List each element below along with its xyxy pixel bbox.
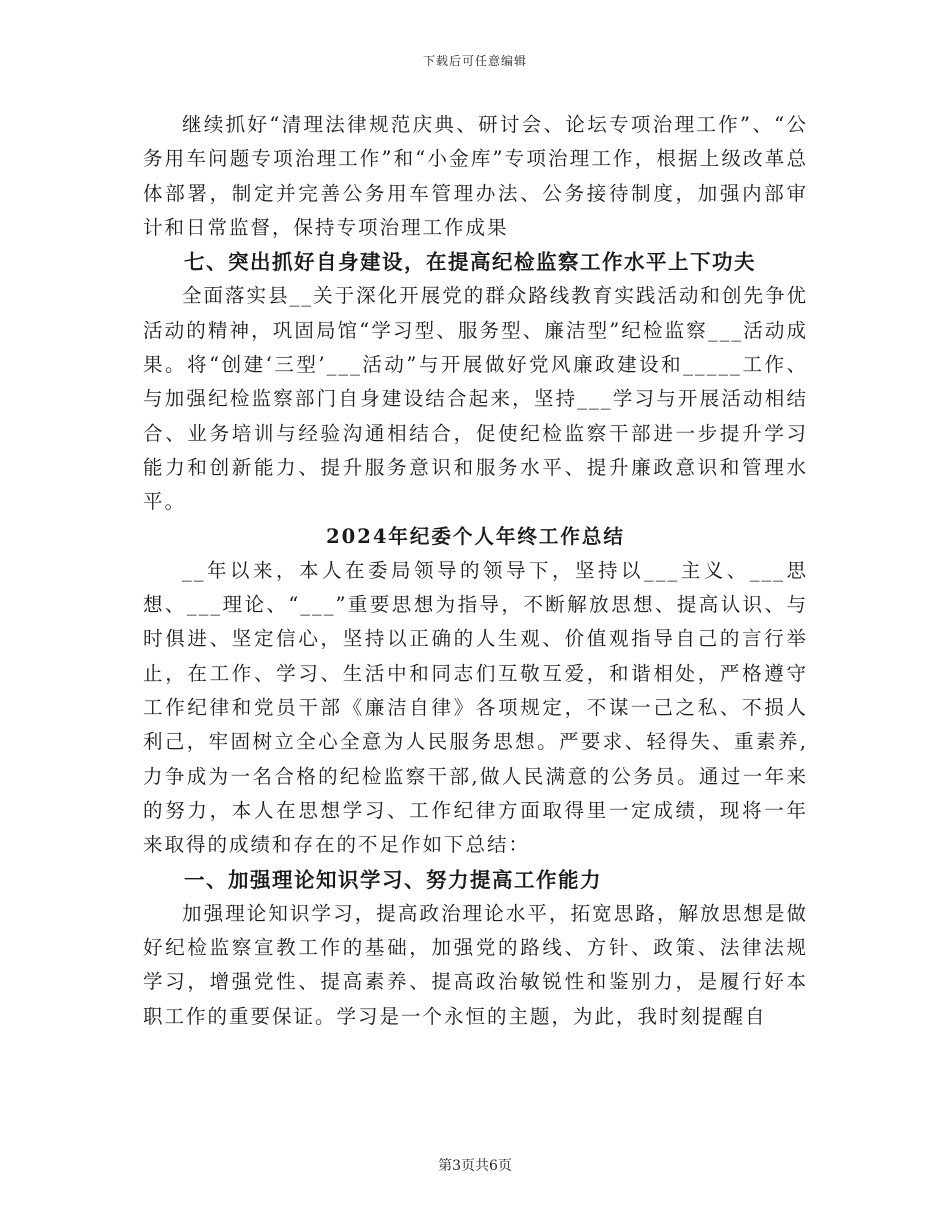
paragraph-introduction: __年以来，本人在委局领导的领导下，坚持以___主义、___思想、___理论、“___”重要思想为指导，不断解放思想、提高认识、与时俱进、坚定信心，坚持以正确的人生观、价值观指导自己的言行举止，在工作、学习、生活中和同志们互敬互爱，和谐相处，严格遵守工作纪律和党员干部《廉洁自律》各项规定，不谋一己之私、不损人利己，牢固树立全心全意为人民服务思想。严要求、轻得失、重素养,力争成为一名合格的纪检监察干部,做人民满意的公务员。通过一年来的努力，本人在思想学习、工作纪律方面取得里一定成绩，现将一年来取得的成绩和存在的不足作如下总结： (143, 558, 808, 857)
paragraph-special-governance: 继续抓好“清理法律规范庆典、研讨会、论坛专项治理工作”、“公务用车问题专项治理工作”和“小金库”专项治理工作，根据上级改革总体部署，制定并完善公务用车管理办法、公务接待制度，加强内部审计和日常监督，保持专项治理工作成果 (143, 113, 808, 239)
section-heading-seven: 七、突出抓好自身建设，在提高纪检监察工作水平上下功夫 (184, 250, 756, 275)
section-heading-one: 一、加强理论知识学习、努力提高工作能力 (184, 867, 602, 892)
document-title: 2024年纪委个人年终工作总结 (326, 524, 625, 548)
page-header: 下载后可任意编辑 (422, 54, 527, 68)
document-body (143, 108, 808, 1034)
paragraph-theory-study: 加强理论知识学习，提高政治理论水平，拓宽思路，解放思想是做好纪检监察宣教工作的基础，加强党的路线、方针、政策、法律法规学习，增强党性、提高素养、提高政治敏锐性和鉴别力，是履行好本职工作的重要保证。学习是一个永恒的主题，为此，我时刻提醒自 (143, 901, 808, 1028)
page-footer: 第3页共6页 (438, 1158, 512, 1174)
paragraph-self-building: 全面落实县__关于深化开展党的群众路线教育实践活动和创先争优活动的精神，巩固局馆“学习型、服务型、廉洁型”纪检监察___活动成果。将“创建‘三型’___活动”与开展做好党风廉政建设和_____工作、与加强纪检监察部门自身建设结合起来，坚持___学习与开展活动相结合、业务培训与经验沟通相结合，促使纪检监察干部进一步提升学习能力和创新能力、提升服务意识和服务水平、提升廉政意识和管理水平。 (143, 284, 808, 514)
